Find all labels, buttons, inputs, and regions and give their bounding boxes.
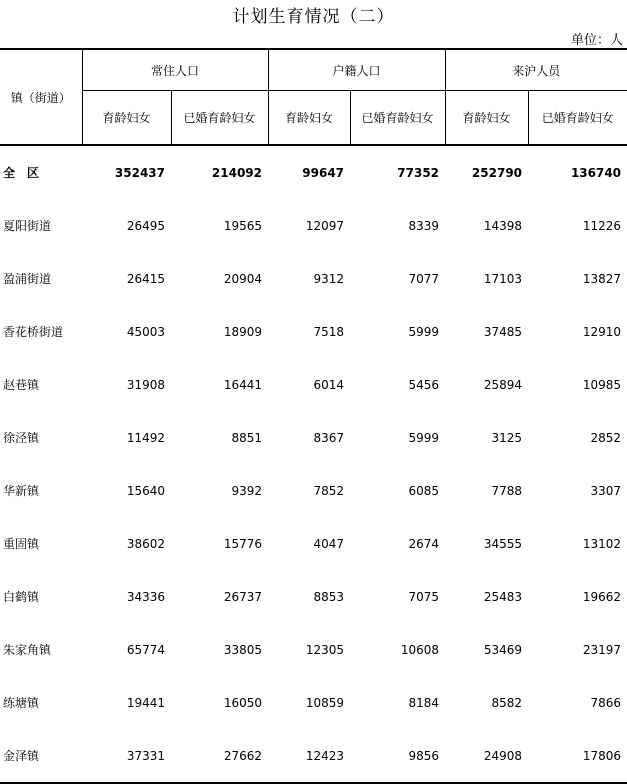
value-cell: 2852 <box>590 430 622 445</box>
value-cell: 18909 <box>223 324 263 339</box>
table-row <box>0 464 627 517</box>
value-cell: 7788 <box>491 483 523 498</box>
value-cell: 19662 <box>582 589 622 604</box>
value-cell: 8184 <box>408 695 440 710</box>
value-cell: 9392 <box>231 483 263 498</box>
table-header <box>0 49 627 145</box>
value-cell: 25483 <box>483 589 523 604</box>
value-cell: 37485 <box>483 324 523 339</box>
value-cell: 11492 <box>126 430 165 445</box>
sub-header: 已婚育龄妇女 <box>171 91 268 146</box>
value-cell: 352437 <box>114 165 165 180</box>
group-header-resident: 常住人口 <box>82 49 268 91</box>
value-cell: 15640 <box>126 483 165 498</box>
value-cell: 252790 <box>471 165 523 180</box>
value-cell: 77352 <box>397 165 440 180</box>
value-cell: 8851 <box>231 430 263 445</box>
page-title: 计划生育情况（二） <box>232 7 395 27</box>
table-row <box>0 517 627 570</box>
value-cell: 5999 <box>408 324 440 339</box>
value-cell: 23197 <box>582 642 622 657</box>
value-cell: 17806 <box>528 729 627 783</box>
row-name-cell: 白鹤镇 <box>3 590 40 604</box>
row-name-cell: 盈浦街道 <box>3 272 52 286</box>
table-row <box>0 729 627 783</box>
value-cell: 12910 <box>582 324 622 339</box>
value-cell: 38602 <box>126 536 165 551</box>
value-cell: 136740 <box>570 165 622 180</box>
unit-label: 单位：人 <box>570 33 623 48</box>
value-cell: 34336 <box>126 589 165 604</box>
value-cell: 65774 <box>126 642 165 657</box>
row-name-cell: 重固镇 <box>3 537 40 551</box>
value-cell: 24908 <box>445 729 528 783</box>
value-cell: 5456 <box>408 377 440 392</box>
row-label-header: 镇（街道） <box>0 49 82 145</box>
value-cell: 13827 <box>582 271 622 286</box>
table-row <box>0 252 627 305</box>
value-cell: 9312 <box>313 271 345 286</box>
sub-header: 已婚育龄妇女 <box>528 91 627 146</box>
value-cell: 45003 <box>126 324 165 339</box>
value-cell: 26495 <box>126 218 165 233</box>
value-cell: 27662 <box>171 729 268 783</box>
value-cell: 99647 <box>302 165 345 180</box>
value-cell: 9856 <box>350 729 445 783</box>
value-cell: 16441 <box>223 377 263 392</box>
sub-header: 育龄妇女 <box>82 91 171 146</box>
value-cell: 16050 <box>223 695 263 710</box>
statistics-table <box>0 48 627 784</box>
value-cell: 7852 <box>313 483 345 498</box>
value-cell: 214092 <box>211 165 263 180</box>
value-cell: 7077 <box>408 271 440 286</box>
value-cell: 8582 <box>491 695 523 710</box>
value-cell: 53469 <box>483 642 523 657</box>
row-name-cell: 徐泾镇 <box>3 431 40 445</box>
group-header-registered: 户籍人口 <box>268 49 445 91</box>
row-name-cell: 香花桥街道 <box>3 325 64 339</box>
value-cell: 34555 <box>483 536 523 551</box>
row-name-cell: 全 区 <box>3 166 40 180</box>
row-name-cell: 练塘镇 <box>3 696 40 710</box>
value-cell: 12305 <box>305 642 345 657</box>
value-cell: 26415 <box>126 271 165 286</box>
value-cell: 10608 <box>400 642 440 657</box>
value-cell: 19441 <box>126 695 165 710</box>
sub-header: 育龄妇女 <box>445 91 528 146</box>
table-row <box>0 676 627 729</box>
value-cell: 3125 <box>491 430 523 445</box>
value-cell: 6085 <box>408 483 440 498</box>
value-cell: 3307 <box>590 483 622 498</box>
value-cell: 15776 <box>223 536 263 551</box>
row-name-cell: 夏阳街道 <box>3 219 52 233</box>
table-row <box>0 570 627 623</box>
table-row <box>0 411 627 464</box>
row-name-cell: 赵巷镇 <box>3 378 40 392</box>
value-cell: 10859 <box>305 695 345 710</box>
table-row <box>0 358 627 411</box>
value-cell: 8367 <box>313 430 345 445</box>
row-name-cell: 华新镇 <box>3 484 40 498</box>
value-cell: 14398 <box>483 218 523 233</box>
value-cell: 12097 <box>305 218 345 233</box>
value-cell: 11226 <box>582 218 622 233</box>
value-cell: 37331 <box>82 729 171 783</box>
value-cell: 10985 <box>582 377 622 392</box>
table-row <box>0 305 627 358</box>
value-cell: 6014 <box>313 377 345 392</box>
value-cell: 33805 <box>223 642 263 657</box>
value-cell: 13102 <box>582 536 622 551</box>
value-cell: 8339 <box>408 218 440 233</box>
value-cell: 20904 <box>223 271 263 286</box>
value-cell: 12423 <box>268 729 350 783</box>
value-cell: 8853 <box>313 589 345 604</box>
value-cell: 17103 <box>483 271 523 286</box>
value-cell: 19565 <box>223 218 263 233</box>
row-name-cell: 朱家角镇 <box>3 643 52 657</box>
table-row-total <box>0 145 627 199</box>
value-cell: 5999 <box>408 430 440 445</box>
row-name-cell: 金泽镇 <box>0 729 82 783</box>
value-cell: 7075 <box>408 589 440 604</box>
sub-header: 已婚育龄妇女 <box>350 91 445 146</box>
value-cell: 7518 <box>313 324 345 339</box>
value-cell: 4047 <box>313 536 345 551</box>
value-cell: 25894 <box>483 377 523 392</box>
value-cell: 31908 <box>126 377 165 392</box>
value-cell: 2674 <box>408 536 440 551</box>
table-row <box>0 199 627 252</box>
group-header-migrant: 来沪人员 <box>445 49 627 91</box>
table-row <box>0 623 627 676</box>
table-body <box>0 145 627 783</box>
sub-header: 育龄妇女 <box>268 91 350 146</box>
value-cell: 7866 <box>590 695 622 710</box>
value-cell: 26737 <box>223 589 263 604</box>
